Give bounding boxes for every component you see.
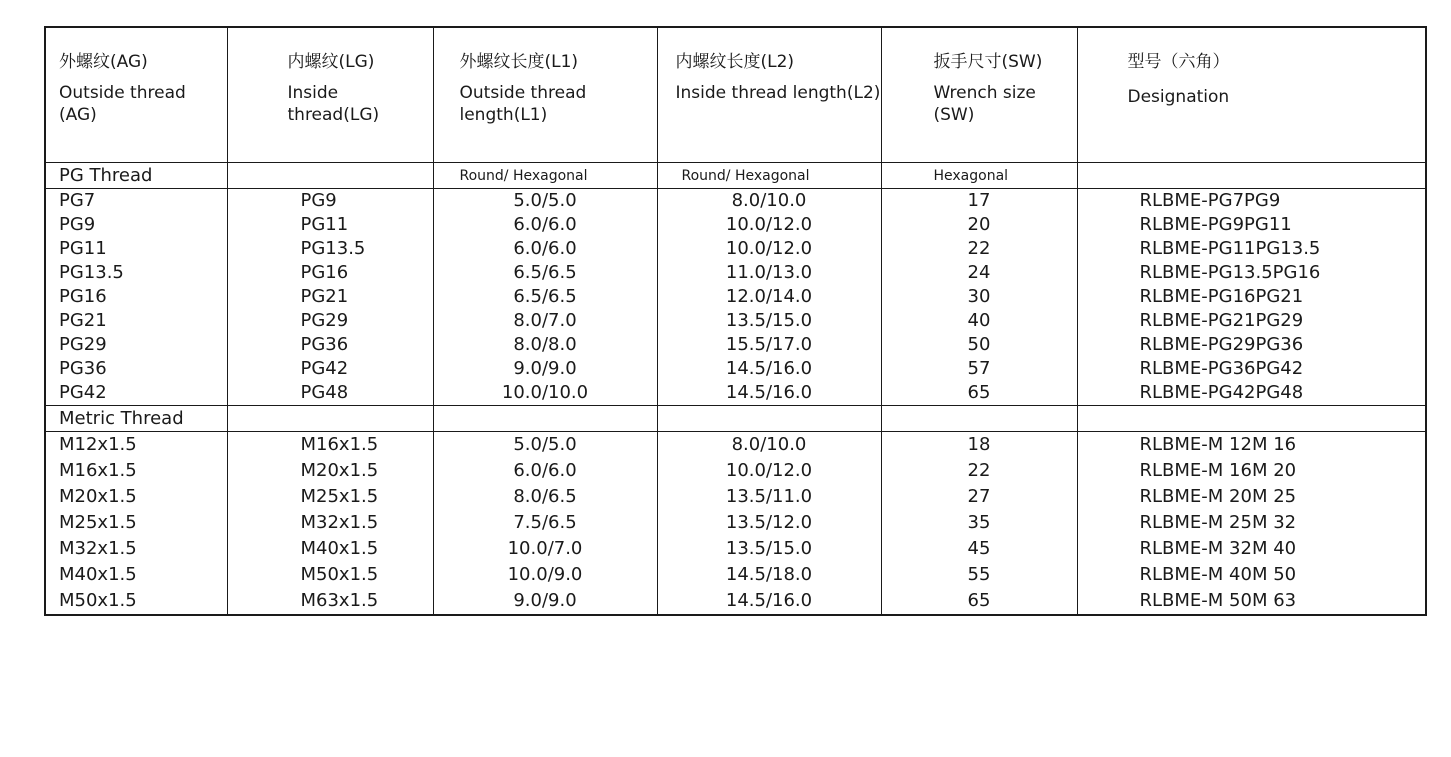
outside-length-cell: 9.0/9.0 [433,357,657,381]
outside-length-cell: 5.0/5.0 [433,189,657,214]
outside-thread-cell: M32x1.5 [45,536,227,562]
table-row [45,237,1426,261]
inside-length-cell: 13.5/12.0 [657,510,881,536]
inside-length-cell: 14.5/16.0 [657,357,881,381]
header-wrench-size [881,27,1077,163]
inside-thread-cell: PG9 [227,189,433,214]
inside-thread-cell: PG29 [227,309,433,333]
section-empty [1077,406,1426,432]
metric-section-row [45,406,1426,432]
section-label: Metric Thread [45,406,227,432]
table-row [45,309,1426,333]
designation-cell: RLBME-PG36PG42 [1077,357,1426,381]
header-en: Outside thread (AG) [59,83,186,125]
inside-thread-cell: M16x1.5 [227,432,433,459]
table-row [45,458,1426,484]
header-en: Designation [1127,87,1230,107]
section-empty [227,406,433,432]
outside-thread-cell: M50x1.5 [45,588,227,615]
header-en: Inside thread length(L2) [675,83,881,103]
table-row [45,285,1426,309]
outside-thread-cell: PG9 [45,213,227,237]
inside-thread-cell: M63x1.5 [227,588,433,615]
section-empty [1077,163,1426,189]
inside-thread-cell: PG42 [227,357,433,381]
inside-length-cell: 11.0/13.0 [657,261,881,285]
outside-length-cell: 6.5/6.5 [433,261,657,285]
outside-thread-cell: M12x1.5 [45,432,227,459]
outside-thread-cell: M40x1.5 [45,562,227,588]
outside-thread-cell: PG11 [45,237,227,261]
table-row [45,189,1426,214]
header-cn: 外螺纹(AG) [59,52,148,72]
outside-thread-cell: PG7 [45,189,227,214]
outside-thread-cell: M25x1.5 [45,510,227,536]
designation-cell: RLBME-M 32M 40 [1077,536,1426,562]
designation-cell: RLBME-PG16PG21 [1077,285,1426,309]
outside-thread-cell: PG13.5 [45,261,227,285]
inside-thread-cell: PG16 [227,261,433,285]
wrench-size-cell: 24 [881,261,1077,285]
outside-thread-cell: PG16 [45,285,227,309]
outside-length-cell: 9.0/9.0 [433,588,657,615]
inside-length-cell: 10.0/12.0 [657,458,881,484]
outside-length-cell: 6.5/6.5 [433,285,657,309]
table-row [45,261,1426,285]
wrench-size-cell: 35 [881,510,1077,536]
designation-cell: RLBME-M 25M 32 [1077,510,1426,536]
inside-length-cell: 8.0/10.0 [657,189,881,214]
outside-thread-cell: PG36 [45,357,227,381]
section-empty [881,406,1077,432]
outside-length-cell: 10.0/9.0 [433,562,657,588]
outside-length-cell: 6.0/6.0 [433,237,657,261]
outside-length-cell: 10.0/7.0 [433,536,657,562]
section-label: PG Thread [45,163,227,189]
header-en: Outside thread length(L1) [459,83,587,125]
outside-length-cell: 6.0/6.0 [433,458,657,484]
header-cn: 内螺纹长度(L2) [675,52,795,72]
inside-length-cell: 12.0/14.0 [657,285,881,309]
wrench-size-cell: 18 [881,432,1077,459]
outside-length-cell: 5.0/5.0 [433,432,657,459]
designation-cell: RLBME-PG7PG9 [1077,189,1426,214]
wrench-size-cell: 55 [881,562,1077,588]
designation-cell: RLBME-M 50M 63 [1077,588,1426,615]
outside-thread-cell: PG29 [45,333,227,357]
outside-thread-cell: PG21 [45,309,227,333]
inside-length-cell: 13.5/15.0 [657,309,881,333]
outside-thread-cell: PG42 [45,381,227,406]
header-en: Wrench size (SW) [933,83,1036,125]
table-row [45,357,1426,381]
inside-thread-cell: M40x1.5 [227,536,433,562]
wrench-size-cell: 40 [881,309,1077,333]
inside-length-cell: 13.5/11.0 [657,484,881,510]
inside-thread-cell: M32x1.5 [227,510,433,536]
header-outside-thread [45,27,227,163]
inside-length-cell: 8.0/10.0 [657,432,881,459]
wrench-size-cell: 45 [881,536,1077,562]
inside-length-cell: 13.5/15.0 [657,536,881,562]
inside-length-cell: 10.0/12.0 [657,237,881,261]
inside-length-cell: 10.0/12.0 [657,213,881,237]
outside-length-cell: 8.0/8.0 [433,333,657,357]
header-row [45,27,1426,163]
table-row [45,333,1426,357]
inside-thread-cell: PG13.5 [227,237,433,261]
inside-length-cell: 14.5/16.0 [657,588,881,615]
section-empty [657,406,881,432]
header-designation [1077,27,1426,163]
designation-cell: RLBME-M 20M 25 [1077,484,1426,510]
section-note-l1: Round/ Hexagonal [433,163,657,189]
wrench-size-cell: 57 [881,357,1077,381]
table-row [45,510,1426,536]
header-cn: 外螺纹长度(L1) [459,52,579,72]
designation-cell: RLBME-PG42PG48 [1077,381,1426,406]
designation-cell: RLBME-PG9PG11 [1077,213,1426,237]
designation-cell: RLBME-PG13.5PG16 [1077,261,1426,285]
inside-thread-cell: M20x1.5 [227,458,433,484]
designation-cell: RLBME-PG11PG13.5 [1077,237,1426,261]
inside-thread-cell: PG11 [227,213,433,237]
inside-thread-cell: M50x1.5 [227,562,433,588]
table-row [45,381,1426,406]
designation-cell: RLBME-M 12M 16 [1077,432,1426,459]
designation-cell: RLBME-M 16M 20 [1077,458,1426,484]
wrench-size-cell: 22 [881,237,1077,261]
wrench-size-cell: 30 [881,285,1077,309]
inside-length-cell: 14.5/18.0 [657,562,881,588]
header-cn: 型号（六角） [1127,52,1230,72]
header-en: Inside thread(LG) [287,83,380,125]
thread-adapter-table [44,26,1427,616]
outside-length-cell: 8.0/6.5 [433,484,657,510]
inside-thread-cell: PG36 [227,333,433,357]
header-inside-length [657,27,881,163]
section-note-sw: Hexagonal [881,163,1077,189]
table-row [45,432,1426,459]
wrench-size-cell: 17 [881,189,1077,214]
inside-thread-cell: PG21 [227,285,433,309]
table-row [45,536,1426,562]
inside-length-cell: 14.5/16.0 [657,381,881,406]
table-row [45,588,1426,615]
designation-cell: RLBME-PG21PG29 [1077,309,1426,333]
outside-length-cell: 8.0/7.0 [433,309,657,333]
section-empty [433,406,657,432]
inside-length-cell: 15.5/17.0 [657,333,881,357]
header-inside-thread [227,27,433,163]
outside-thread-cell: M20x1.5 [45,484,227,510]
outside-thread-cell: M16x1.5 [45,458,227,484]
header-outside-length [433,27,657,163]
designation-cell: RLBME-M 40M 50 [1077,562,1426,588]
section-note-l2: Round/ Hexagonal [657,163,881,189]
section-empty [227,163,433,189]
pg-rows [45,189,1426,406]
wrench-size-cell: 20 [881,213,1077,237]
inside-thread-cell: PG48 [227,381,433,406]
table-row [45,562,1426,588]
wrench-size-cell: 65 [881,381,1077,406]
header-cn: 扳手尺寸(SW) [933,52,1043,72]
outside-length-cell: 6.0/6.0 [433,213,657,237]
header-cn: 内螺纹(LG) [287,52,375,72]
outside-length-cell: 7.5/6.5 [433,510,657,536]
metric-rows [45,432,1426,616]
table-row [45,213,1426,237]
outside-length-cell: 10.0/10.0 [433,381,657,406]
wrench-size-cell: 27 [881,484,1077,510]
inside-thread-cell: M25x1.5 [227,484,433,510]
wrench-size-cell: 65 [881,588,1077,615]
table-row [45,484,1426,510]
pg-section-row [45,163,1426,189]
designation-cell: RLBME-PG29PG36 [1077,333,1426,357]
wrench-size-cell: 50 [881,333,1077,357]
wrench-size-cell: 22 [881,458,1077,484]
